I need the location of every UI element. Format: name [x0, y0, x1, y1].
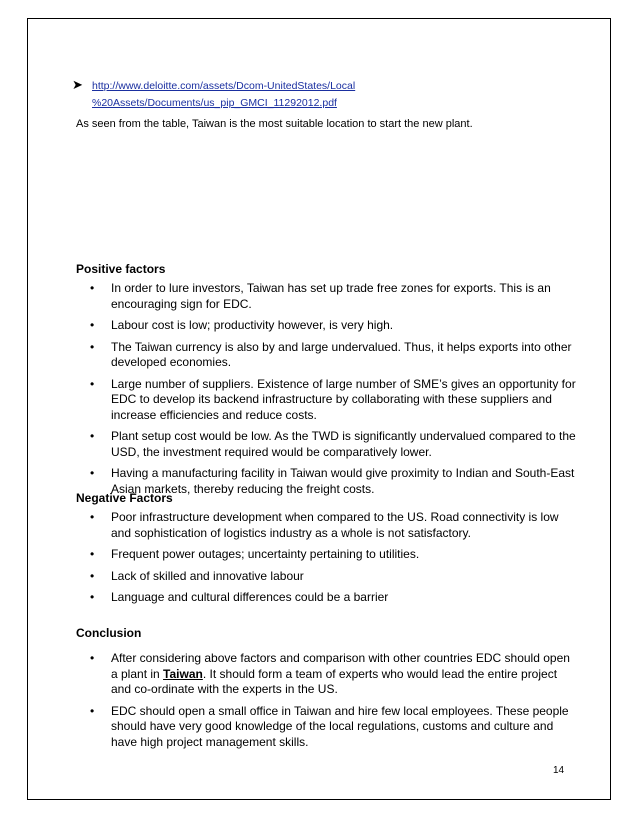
list-item: [76, 651, 576, 698]
positive-factors-heading: Positive factors: [76, 262, 166, 276]
list-item: • EDC should open a small office in Taiwan and hire few local employees. These people should have very good knowledge of the local regulations, customs and culture and have high project management skills.: [76, 704, 576, 751]
negative-factors-heading: Negative Factors: [76, 491, 173, 505]
list-item: • Having a manufacturing facility in Taiwan would give proximity to Indian and South-East Asian markets, thereby reducing the freight costs.: [76, 466, 576, 497]
highlighted-country: Taiwan: [163, 666, 203, 681]
reference-link-block: [72, 77, 512, 112]
positive-factors-list: [76, 281, 576, 503]
reference-link-line-1[interactable]: http://www.deloitte.com/assets/Dcom-UnitedStates/Local: [92, 80, 356, 92]
conclusion-text-pre: After considering above factors and comparison with other countries EDC should open a plant in: [111, 651, 570, 681]
list-item: • The Taiwan currency is also by and large undervalued. Thus, it helps exports into other developed economies.: [76, 340, 576, 371]
list-item: • Poor infrastructure development when compared to the US. Road connectivity is low and sophistication of logistics industry as a whole is not satisfactory.: [76, 510, 576, 541]
reference-link-line-2[interactable]: %20Assets/Documents/us_pip_GMCI_11292012.pdf: [92, 97, 337, 109]
arrow-bullet-icon: ➤: [72, 77, 83, 92]
list-item: • Plant setup cost would be low. As the TWD is significantly undervalued compared to the USD, the investment required would be comparatively lower.: [76, 429, 576, 460]
list-item: • Lack of skilled and innovative labour: [76, 569, 576, 585]
list-item: • Labour cost is low; productivity however, is very high.: [76, 318, 576, 334]
conclusion-list: [76, 651, 576, 756]
intro-sentence: As seen from the table, Taiwan is the most suitable location to start the new plant.: [76, 118, 473, 130]
conclusion-text-post: . It should form a team of experts who would lead the entire project and co-ordinate with the experts in the US.: [111, 666, 558, 696]
list-item: • In order to lure investors, Taiwan has set up trade free zones for exports. This is an encouraging sign for EDC.: [76, 281, 576, 312]
list-item: • Language and cultural differences could be a barrier: [76, 590, 576, 606]
negative-factors-list: [76, 510, 576, 612]
list-item: • Large number of suppliers. Existence of large number of SME’s gives an opportunity for EDC to develop its backend infrastructure by collaborating with these suppliers and increase efficiencies and reduce costs.: [76, 377, 576, 424]
page-number: 14: [553, 765, 565, 776]
list-item: • Frequent power outages; uncertainty pertaining to utilities.: [76, 547, 576, 563]
conclusion-heading: Conclusion: [76, 626, 142, 640]
